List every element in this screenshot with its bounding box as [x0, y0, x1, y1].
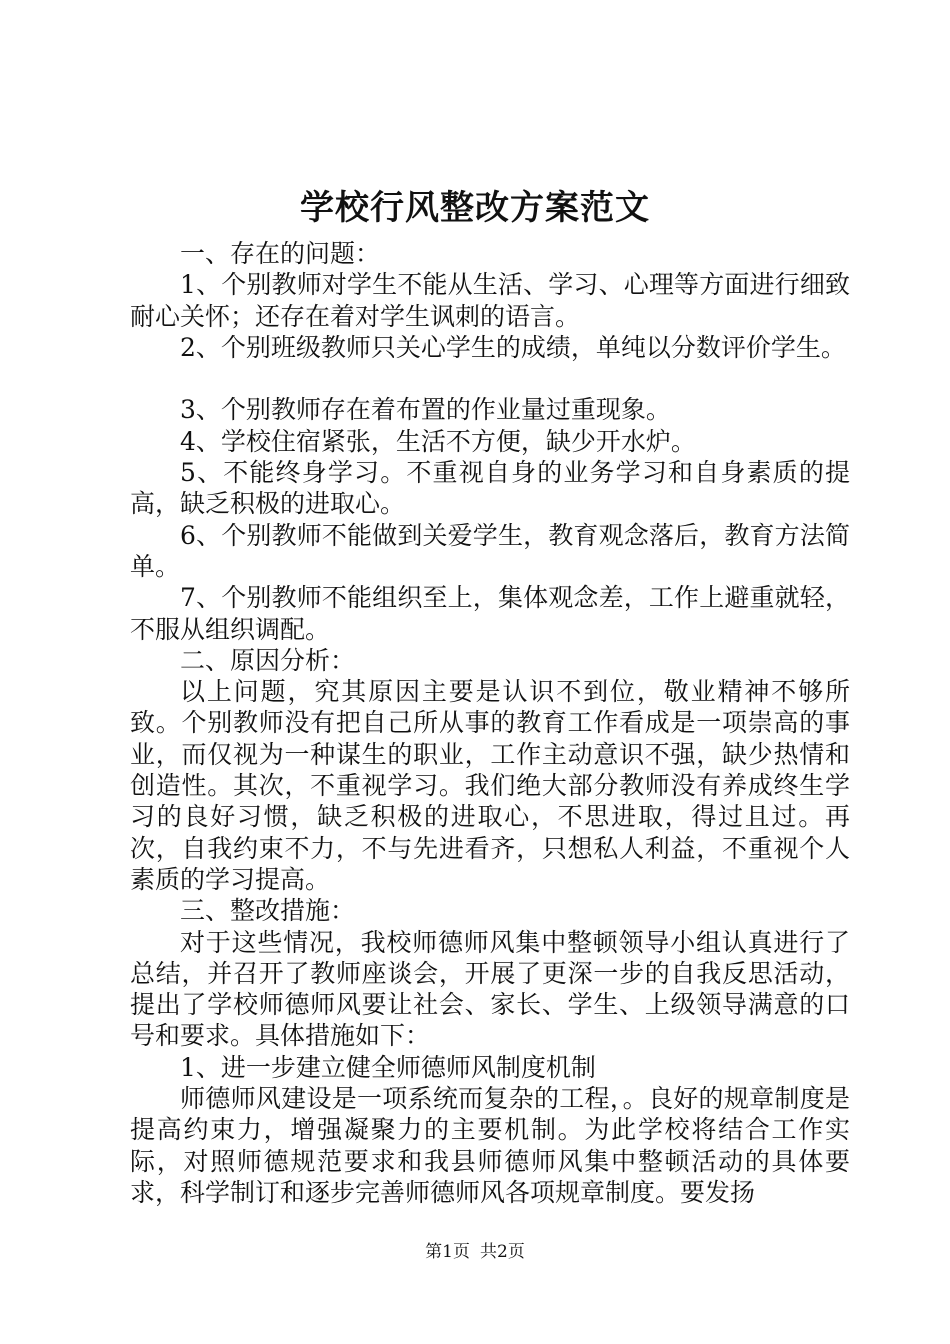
document-body: [130, 238, 850, 1208]
list-item: 4、学校住宿紧张，生活不方便，缺少开水炉。: [180, 426, 696, 456]
list-item: 3、个别教师存在着布置的作业量过重现象。: [180, 395, 671, 425]
body-paragraph: 以上问题，究其原因主要是认识不到位，敬业精神不够所致。个别教师没有把自己所从事的教育工作看成是一项崇高的事业，而仅视为一种谋生的职业，工作主动意识不强，缺少热情和创造性。其次，不重视学习。我们绝大部分教师没有养成终生学习的良好习惯，缺乏积极的进取心，不思进取，得过且过。再次，自我约束不力，不与先进看齐，只想私人利益，不重视个人素质的学习提高。: [130, 677, 850, 894]
list-item: 7、个别教师不能组织至上，集体观念差，工作上避重就轻，不服从组织调配。: [130, 583, 850, 644]
section-heading-measures: 三、整改措施：: [180, 896, 356, 926]
sub-heading: 1、进一步建立健全师德师风制度机制: [180, 1052, 596, 1082]
list-item: 1、个别教师对学生不能从生活、学习、心理等方面进行细致耐心关怀；还存在着对学生讽刺的语言。: [130, 270, 850, 331]
page-total: 共2页: [480, 1242, 525, 1262]
list-item: 5、不能终身学习。不重视自身的业务学习和自身素质的提高，缺乏积极的进取心。: [130, 458, 850, 519]
list-item: 6、个别教师不能做到关爱学生，教育观念落后，教育方法简单。: [130, 520, 850, 581]
body-paragraph: 师德师风建设是一项系统而复杂的工程，。良好的规章制度是提高约束力，增强凝聚力的主要机制。为此学校将结合工作实际，对照师德规范要求和我县师德师风集中整顿活动的具体要求，科学制订和逐步完善师德师风各项规章制度。要发扬: [130, 1084, 850, 1207]
page-footer: [0, 1240, 950, 1264]
section-heading-analysis: 二、原因分析：: [180, 645, 356, 675]
page-number: 第1页: [425, 1242, 470, 1262]
body-paragraph: 对于这些情况，我校师德师风集中整顿领导小组认真进行了总结，并召开了教师座谈会，开展了更深一步的自我反思活动，提出了学校师德师风要让社会、家长、学生、上级领导满意的口号和要求。具体措施如下：: [130, 927, 850, 1051]
section-heading-problems: 一、存在的问题：: [180, 239, 381, 268]
document-title: 学校行风整改方案范文: [300, 188, 650, 228]
list-item: 2、个别班级教师只关心学生的成绩，单纯以分数评价学生。: [180, 332, 846, 362]
